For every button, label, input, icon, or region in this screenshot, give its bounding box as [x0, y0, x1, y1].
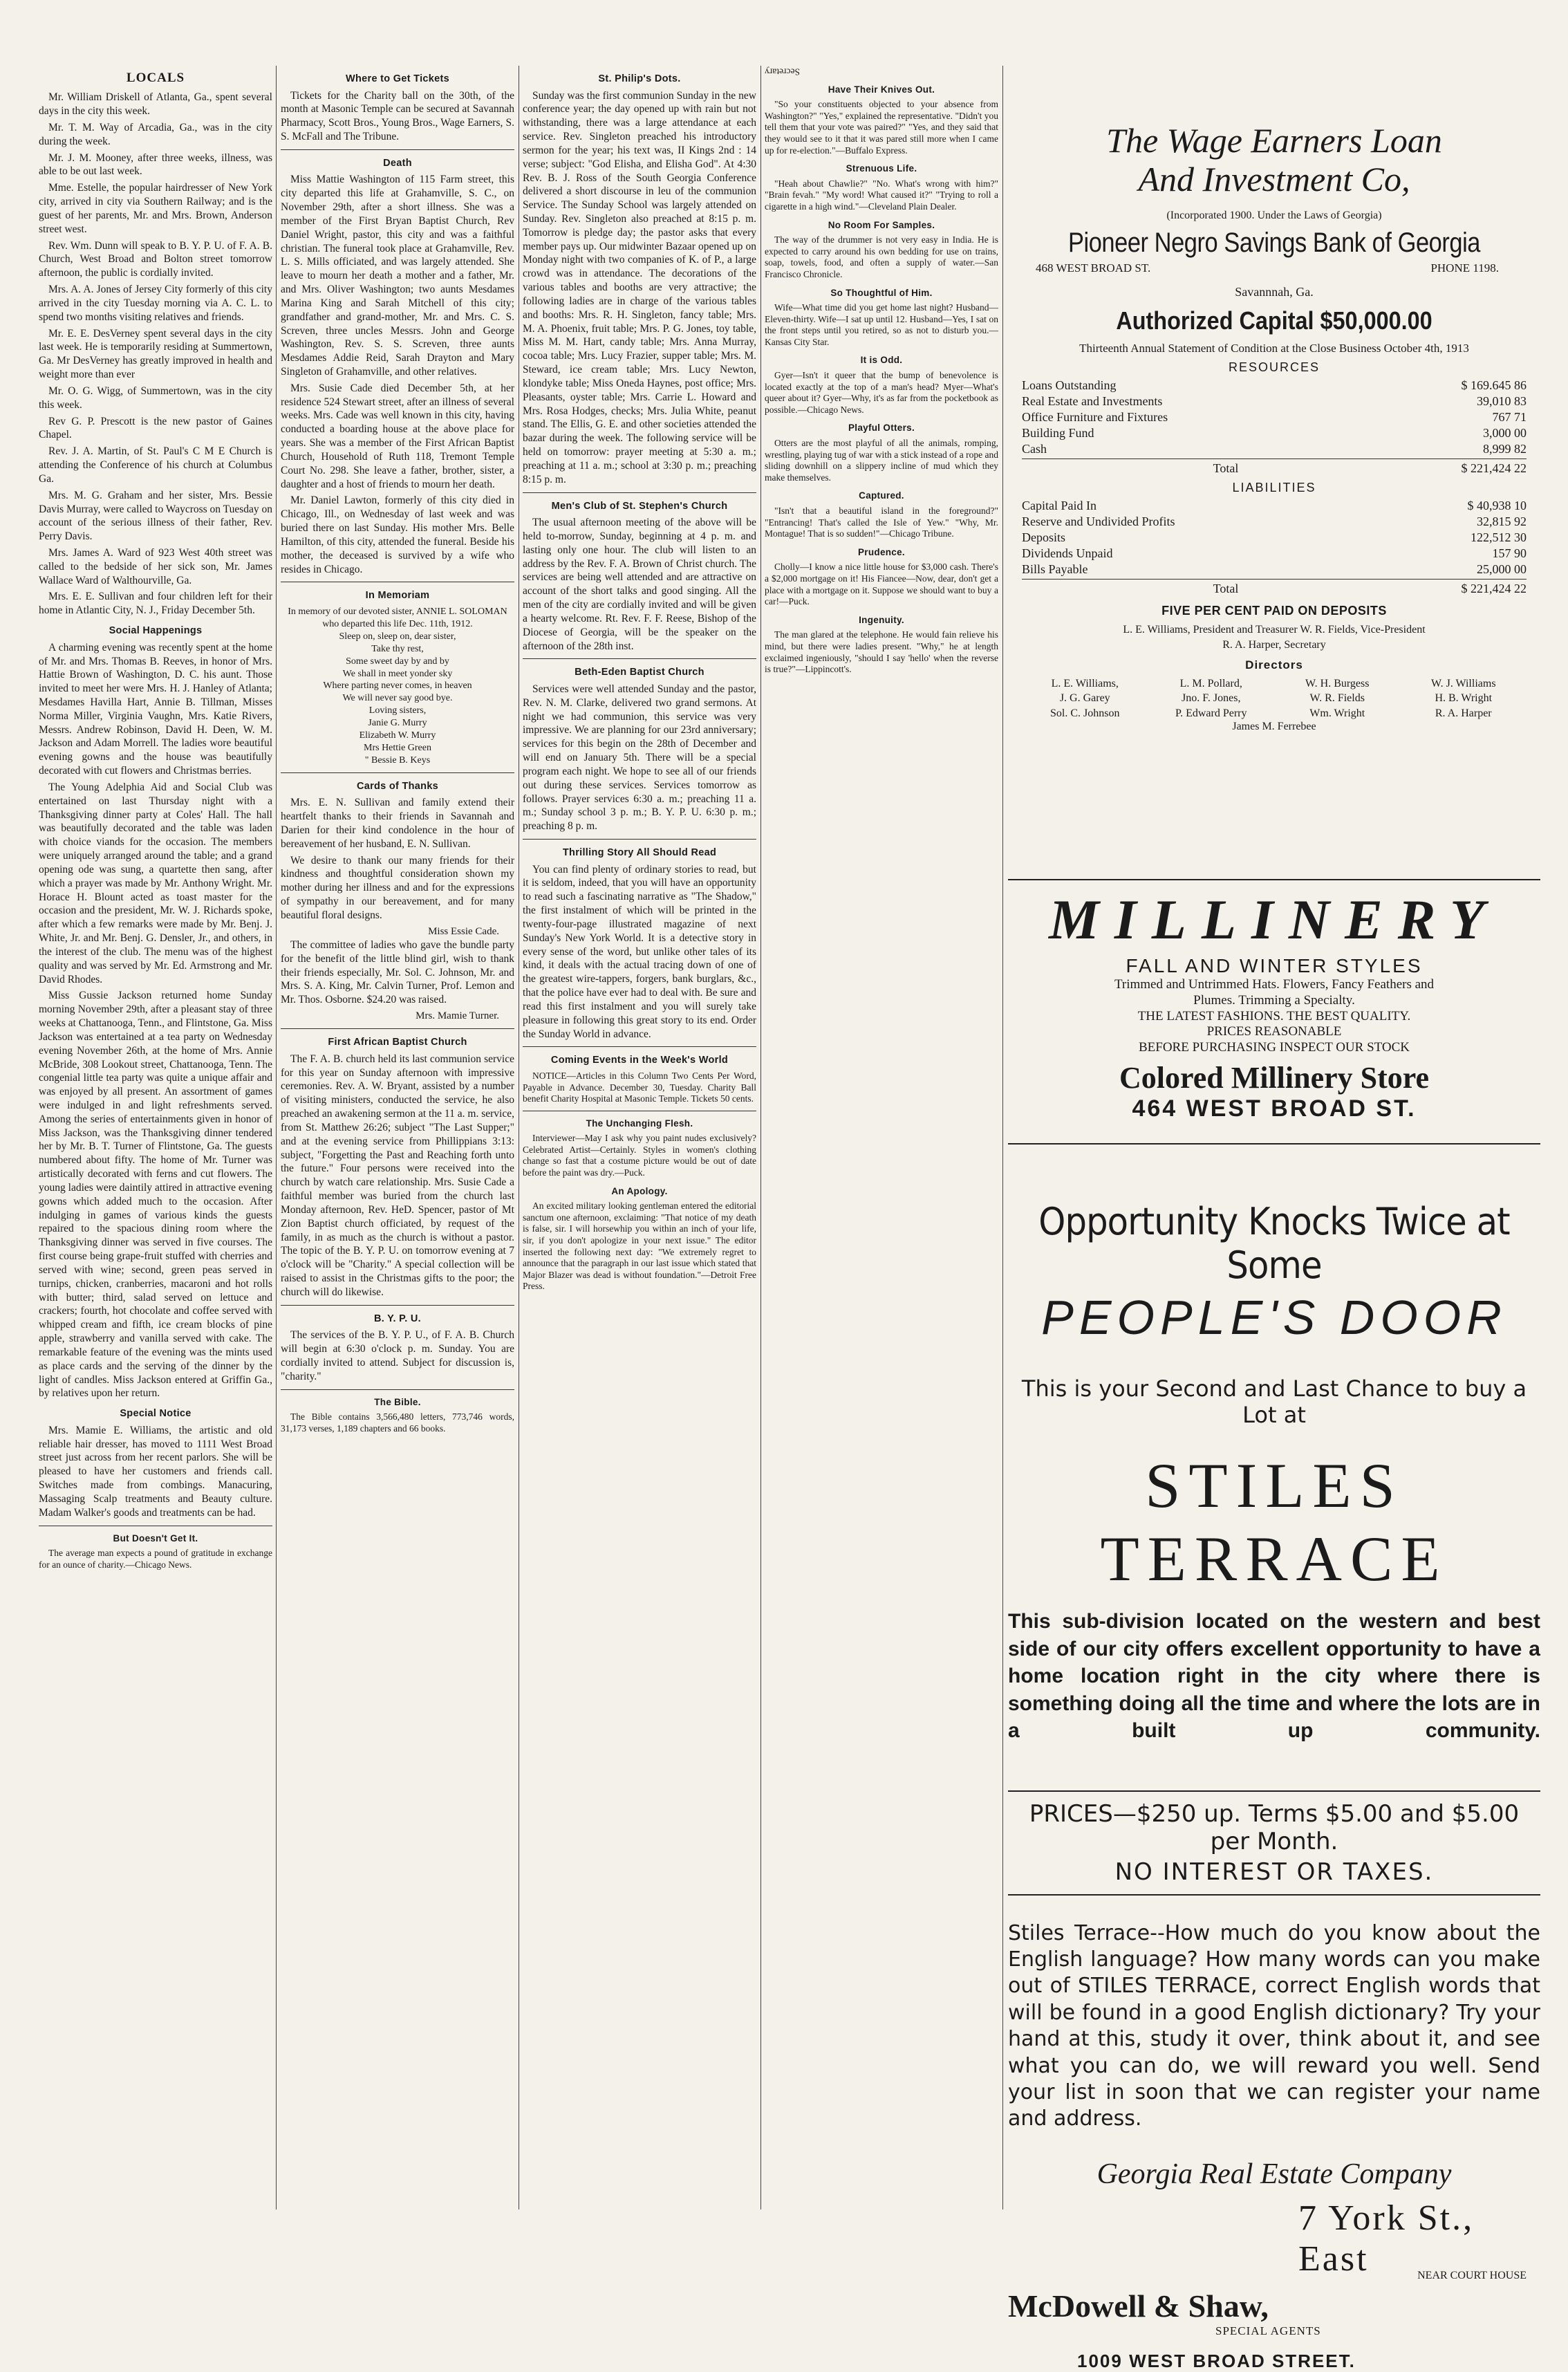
bank-title-line: And Investment Co,: [1138, 160, 1410, 198]
local-item: Mr. E. E. DesVerney spent several days in the city last week. He is temporarily residing at Summertown, Ga. Mr DesVerney has greatly improved in health and weight more than ever: [39, 327, 272, 381]
ledger-amount: 767 71: [1492, 410, 1527, 425]
ledger-total-row: [1022, 579, 1527, 597]
otters-text: Otters are the most playful of all the animals, romping, wrestling, playing tug of war with a stick instead of a rope and sliding downhill on a slippery incline of mud which they make themselves.: [765, 438, 998, 483]
director-name: L. E. Williams,: [1051, 677, 1119, 689]
ledger-total-label: Total: [1213, 582, 1239, 596]
ledger-amount: $ 169.645 86: [1461, 378, 1527, 393]
ledger-row: [1022, 562, 1527, 577]
subdivision-description: This sub-division located on the western and best side of our city offers excellent opportunity to have a home location right in the city where there is something doing all the time and where the lots are in a built up community.: [1008, 1610, 1540, 1743]
millinery-styles: FALL AND WINTER STYLES: [1126, 955, 1423, 976]
column-rule: [760, 66, 761, 2209]
apology-heading: An Apology.: [611, 1185, 668, 1196]
officers-line: R. A. Harper, Secretary: [1222, 639, 1326, 651]
millinery-title: MILLINERY: [1048, 888, 1500, 951]
opportunity-headline: Opportunity Knocks Twice at Some: [1038, 1200, 1510, 1287]
bank-phone: PHONE 1198.: [1430, 261, 1499, 275]
social-paragraph: The Young Adelphia Aid and Social Club was entertained on last Thursday night with a Thanksgiving dinner party at Coles' Hall. The hall was beautifully decorated and the table was laden with choice viands for the occasion. The members were uniquely arranged around the table; and a grand opening ode was sung, a quartette then sang, after which a prayer was made by Mr. Anthony Wright. Mr. Horace H. Blount acted as toast master for the occasion and the president, Mr. W. J. Richards spoke, after which a few remarks were made by Mr. Benj. J. White, Jr. and Mr. Benj. G. Densler, Jr., and others, in the interest of the club. The menu was of the highest quality and was served by Mr. Ed. Armstrong and Mr. David Rhodes.: [39, 781, 272, 985]
ledger-row: [1022, 546, 1527, 562]
odd-text: Gyer—Isn't it queer that the bump of benevolence is located exactly at the top of a man's head? Myer—What's queer about it? Gyer—Why, it's as far from the pocketbook as possible.—Chicago News.: [765, 370, 998, 415]
local-item: Mr. O. G. Wigg, of Summertown, was in the city this week.: [39, 384, 272, 411]
divider: [523, 1046, 756, 1047]
flesh-heading: The Unchanging Flesh.: [586, 1118, 693, 1129]
ingenuity-text: The man glared at the telephone. He would fain relieve his mind, but there were ladies present. "Why," he at length exclaimed ingeniously, "should I say 'hello' when the reverse is true?"—Lippincott's.: [765, 629, 998, 675]
flesh-text: Interviewer—May I ask why you paint nudes exclusively? Celebrated Artist—Certainly. Styles in women's clothing change so fast that a costume picture would be out of date before the paint was dry.—Puck.: [523, 1133, 756, 1178]
knives-heading: Have Their Knives Out.: [828, 84, 935, 95]
liabilities-table: [1022, 498, 1527, 597]
signer: Elizabeth W. Murry: [359, 730, 436, 741]
ledger-amount: 3,000 00: [1483, 426, 1527, 441]
thanks-paragraph: Mrs. E. N. Sullivan and family extend their heartfelt thanks to their friends in Savannah and Darien for their kind condolence in the hour of bereavement of her husband, E. N. Sullivan.: [281, 797, 514, 850]
bank-incorporated: (Incorporated 1900. Under the Laws of Georgia): [1166, 210, 1382, 221]
director-name: H. B. Wright: [1435, 692, 1493, 705]
director-name: W. J. Williams: [1430, 677, 1496, 689]
ledger-row: [1022, 378, 1527, 393]
column-churches: [523, 66, 756, 2213]
company-address: 7 York St., East: [1298, 2198, 1475, 2279]
doesnt-text: The average man expects a pound of gratitude in exchange for an ounce of charity.—Chicago News.: [39, 1548, 272, 1570]
social-paragraph: Miss Gussie Jackson returned home Sunday morning November 29th, after a pleasant stay of three weeks at Chattanooga, Tenn., and Flintstone, Ga. Miss Jackson was entertained at a tea party on Wednesday evening November 26th, at the home of Mrs. Annie McBride, 308 Lookout street, Chattanooga, Tenn. The congenial little tea party was quite a unique affair and was enjoyed by all present. An assortment of games were indulged in and light refreshments served. Among the series of entertainments given in honor of Miss Jackson, was the Thanksgiving dinner tendered her by Mr. B. T. Turner of Flintstone, Ga. The guests numbered about fifty. The home of Mr. Turner was artistically decorated with ferns and cut flowers. The young ladies were daintily attired in attractive evening gowns which added much to the occasion. After indulging in games of various kinds the guests repaired to the spacious dining room where the Thanksgiving dinner was served in five courses. The first course being grape-fruit stuffed with cherries and served with wine; second, green peas served in turnips, chicken, cranberries, macaroni and hot rolls with butter; third, salad served on lettuce and crackers; fourth, hot chocolate and coffee served with whipped cream and fifth, ice cream blocks of pine apple, strawberry and vanilla served with cake. The remarkable feature of the evening was the mints used as place cards and the serving of the dinner by the light of candles. Miss Jackson entered at Griffin Ga., by relatives upon her return.: [39, 990, 272, 1400]
social-heading: Social Happenings: [109, 625, 203, 637]
millinery-advertisement: [1008, 879, 1540, 1145]
agents-label: SPECIAL AGENTS: [1215, 2324, 1321, 2337]
bank-address: 468 WEST BROAD ST.: [1036, 261, 1151, 275]
director-name: W. H. Burgess: [1305, 677, 1370, 689]
doesnt-heading: But Doesn't Get It.: [113, 1532, 198, 1544]
coming-events-text: NOTICE—Articles in this Column Two Cents Per Word, Payable in Advance. December 30, Tuesday. Charity Ball benefit Charity Hospital at Masonic Temple. Tickets 50 cents.: [523, 1070, 756, 1104]
poem-line: We shall in meet yonder sky: [342, 668, 453, 679]
local-item: Rev G. P. Prescott is the new pastor of Gaines Chapel.: [39, 415, 272, 441]
bank-advertisement: [1008, 66, 1540, 862]
social-paragraph: A charming evening was recently spent at the home of Mr. and Mrs. Thomas B. Reeves, in honor of Mrs. Hattie Brown of Washington, D. C. his aunt. Those invited to meet her were Mrs. H. J. Hanley of Atlanta; Mesdames Havilla Hart, Annie B. Tillman, Misses Norma Miller, Virginia Vaughn, Mrs. Katie Rivers, Messrs. Andrew Robinson, David H. Deen, W. M. Jackson and Adam Morrell. The ladies wore beautiful evening gowns and the house was beautifully decorated with cut flowers and Christmas berries.: [39, 641, 272, 777]
masthead-fragment: Secretary: [765, 66, 800, 77]
column-locals: [39, 66, 272, 2213]
local-item: Mr. William Driskell of Atlanta, Ga., spent several days in the city this week.: [39, 91, 272, 118]
director-name: W. R. Fields: [1309, 692, 1365, 705]
divider: [281, 1389, 514, 1390]
tickets-heading: Where to Get Tickets: [346, 73, 449, 84]
poem-line: Where parting never comes, in heaven: [323, 680, 472, 692]
tickets-text: Tickets for the Charity ball on the 30th, of the month at Masonic Temple can be secured at Savannah Pharmacy, Scott Bros., Young Bros., Wage Earners, S. S. McFall and The Tribune.: [281, 89, 514, 143]
agents-address: 1009 WEST BROAD STREET.: [1077, 2350, 1356, 2371]
samples-heading: No Room For Samples.: [828, 219, 935, 230]
thanks-signature: Miss Essie Cade.: [428, 925, 499, 937]
ledger-amount: 32,815 92: [1477, 515, 1527, 529]
local-item: Mrs. E. E. Sullivan and four children left for their home in Atlantic City, N. J., Friday December 5th.: [39, 591, 272, 617]
divider: [523, 839, 756, 840]
bank-subtitle: Pioneer Negro Savings Bank of Georgia: [1067, 228, 1481, 258]
death-paragraph: Mrs. Susie Cade died December 5th, at her residence 524 Stewart street, after an illness of several weeks. Mrs. Cade was well known in this city, having conducted a boarding house at the above place for years. She was a member of the First African Baptist Church, Household of Ruth 118, Tremont Temple Court No. 298. She leave a father, brother, sister, a daughter and a host of friends to mourn her death.: [281, 382, 514, 490]
divider: [281, 149, 514, 150]
directors-heading: Directors: [1245, 658, 1303, 671]
signer: Mrs Hettie Green: [364, 742, 431, 753]
millinery-line: PRICES REASONABLE: [1206, 1024, 1342, 1039]
philip-heading: St. Philip's Dots.: [598, 73, 681, 84]
divider: [281, 1028, 514, 1029]
prices-line: PRICES—$250 up. Terms $5.00 and $5.00 per Month.: [1008, 1790, 1540, 1855]
bank-officers: [1008, 622, 1540, 652]
bible-text: The Bible contains 3,566,480 letters, 773,746 words, 31,173 verses, 1,189 chapters and 66 books.: [281, 1411, 514, 1434]
prudence-text: Cholly—I know a nice little house for $3,000 cash. There's a $2,000 mortgage on it! His Fiancee—Now, dear, don't get a place with a mortgage on it. Suppose we should want to buy a car!—Puck.: [765, 562, 998, 607]
signer: " Bessie B. Keys: [364, 754, 431, 766]
word-contest-text: Stiles Terrace--How much do you know about the English language? How many words can you make out of STILES TERRACE, correct English words that will be found in a good English dictionary? Try your hand at this, study it over, think about it, and see what you can do, we will reward you well. Send your list in soon that we can register your name and address.: [1008, 1920, 1540, 2131]
millinery-line: BEFORE PURCHASING INSPECT OUR STOCK: [1138, 1040, 1410, 1055]
otters-heading: Playful Otters.: [848, 423, 915, 434]
beth-eden-text: Services were well attended Sunday and the pastor, Rev. N. M. Clarke, delivered two grand sermons. At night we had communion, this service was very impressive. We are planning for our 23rd anniversary; services for this begin on the 28th of December and will end on January 5th. There will be a special program each night. We hope to see all of our friends out during these services. Services tomorrow as follows. Prayer services 6:30 a. m.; preaching 11 a. m.; Sunday school 3 p. m.; B. Y. P. U. 6:30 p. m.; preaching 8 p. m.: [523, 683, 756, 833]
ledger-label: Capital Paid In: [1022, 499, 1096, 513]
local-item: Mrs. M. G. Graham and her sister, Mrs. Bessie Davis Murray, were called to Waycross on Tuesday on account of the serious illness of their father, Rev. Perry Davis.: [39, 489, 272, 543]
strenuous-text: "Heah about Chawlie?" "No. What's wrong with him?" "Brain fevah." "My word! What caused it?" "Trying to roll a cigarette in a high wind."—Cleveland Plain Dealer.: [765, 178, 998, 212]
poem-line: Take thy rest,: [371, 643, 424, 654]
samples-text: The way of the drummer is not very easy in India. He is expected to carry around his own bedding for use on trains, soap, towels, food, and often a supply of water.—San Francisco Chronicle.: [765, 234, 998, 279]
local-item: Rev. Wm. Dunn will speak to B. Y. P. U. of F. A. B. Church, West Broad and Bolton street tomorrow afternoon, the public is cordially invited.: [39, 239, 272, 279]
five-percent-notice: FIVE PER CENT PAID ON DEPOSITS: [1161, 604, 1387, 618]
poem-line: Some sweet day by and by: [346, 656, 449, 667]
signer: Janie G. Murry: [368, 718, 427, 729]
agents-name: McDowell & Shaw,: [1008, 2288, 1269, 2324]
ledger-label: Bills Payable: [1022, 562, 1088, 577]
millinery-line: Plumes. Trimming a Specialty.: [1193, 992, 1355, 1008]
mens-club-heading: Men's Club of St. Stephen's Church: [551, 500, 728, 512]
divider: [281, 772, 514, 773]
locals-heading: LOCALS: [126, 71, 185, 85]
ingenuity-heading: Ingenuity.: [859, 614, 904, 625]
beth-eden-heading: Beth-Eden Baptist Church: [575, 667, 704, 678]
notice-heading: Special Notice: [120, 1408, 192, 1420]
fab-heading: First African Baptist Church: [328, 1037, 467, 1048]
director-name: J. G. Garey: [1059, 692, 1110, 705]
ledger-row: [1022, 514, 1527, 530]
thanks-paragraph: The committee of ladies who gave the bundle party for the benefit of the little blind girl, wish to thank their friends especially, Mr. Sol. C. Johnson, Mr. and Mrs. S. A. King, Mr. Calvin Turner, Prof. Lemon and Mr. Thos. Osborne. $24.20 was raised.: [281, 938, 514, 1006]
column-humor: [765, 66, 998, 2213]
fab-text: The F. A. B. church held its last communion service for this year on Sunday afternoon with impressive ceremonies. Rev. A. W. Bryant, assisted by a number of visiting ministers, conducted the service, he also preached an awakening sermon at the 11 a. m. service, from St. Matthew 26:26; subject "The Last Supper;" and at the evening service from Phillippians 3:13: subject, "Forgetting the Past and Reaching forth unto the future." Four persons were received into the church by watch care relationship. Mrs. Susie Cade a faithful member was buried from the church last Monday afternoon, Rev. HeD. Spencer, pastor of Mt Zion Baptist church officiated, by request of the family, in as much as the church is without a pastor. The topic of the B. Y. P. U. on tomorrow evening at 7 o'clock will be "Charity." A special collection will be raised to assist in the Christmas gifts to the poor; the church will do likewise.: [281, 1053, 514, 1298]
second-chance-line: This is your Second and Last Chance to buy a Lot at: [1021, 1375, 1527, 1428]
ledger-total-row: [1022, 458, 1527, 476]
death-paragraph: Miss Mattie Washington of 115 Farm street, this city departed this life at Grahamville, S. C., on November 29th, after a short illness. She was a member of the First Bryan Baptist Church, Rev Daniel Wright, pastor, this city and was a faithful christian. The funeral took place at Grahamville, Rev. L. S. Mills officiated, and was largely attended. She leave to mourn her death a mother and a father, Mr. and Mrs. Oliver Washington; two aunts Mesdames Marina King and Sarah Mitchell of this city; grandfather and grand-mother, Mr. and Mrs. C. S. Screven, three uncles Messrs. John and George Washington, Rev. S. S. Screven, three aunts Mesdames Addie Reid, Sarah Drayton and Mary Singleton of Grahamville, and other relatives.: [281, 174, 514, 378]
near-court-house: NEAR COURT HOUSE: [1417, 2269, 1527, 2281]
local-item: Mr. T. M. Way of Arcadia, Ga., was in the city during the week.: [39, 121, 272, 147]
bank-address-row: [1036, 261, 1499, 275]
director-name: James M. Ferrebee: [1232, 721, 1316, 733]
ledger-label: Reserve and Undivided Profits: [1022, 515, 1175, 529]
ledger-amount: 25,000 00: [1477, 562, 1527, 577]
bypu-heading: B. Y. P. U.: [373, 1313, 422, 1324]
thoughtful-text: Wife—What time did you get home last night? Husband—Eleven-thirty. Wife—I sat up until 12. Husband—Yes, I sat on the front steps until you retired, so as not to disturb you.—Kansas City Star.: [765, 302, 998, 347]
ledger-label: Building Fund: [1022, 426, 1094, 441]
local-item: Rev. J. A. Martin, of St. Paul's C M E Church is attending the Conference of his church at Columbus Ga.: [39, 445, 272, 485]
ledger-label: Office Furniture and Fixtures: [1022, 410, 1168, 425]
ledger-label: Real Estate and Investments: [1022, 394, 1163, 409]
ledger-total-amount: $ 221,424 22: [1461, 582, 1527, 596]
director-name: R. A. Harper: [1435, 707, 1492, 719]
director-name: Sol. C. Johnson: [1050, 707, 1120, 719]
death-paragraph: Mr. Daniel Lawton, formerly of this city died in Chicago, Ill., on Wednesday of last week and was buried there on last Sunday. His mother Mrs. Belle Hamilton, of this city, attended the funeral. Beside his mother, the deceased is survived by a wife who resides in Chicago.: [281, 494, 514, 575]
locals-list: [39, 91, 272, 618]
liabilities-heading: LIABILITIES: [1232, 481, 1316, 495]
bible-heading: The Bible.: [374, 1396, 421, 1407]
local-item: Mrs. James A. Ward of 923 West 40th street was called to the bedside of her sick son, Mr. James Wallace Ward of Walthourville, Ga.: [39, 546, 272, 586]
millinery-address: 464 WEST BROAD ST.: [1132, 1095, 1417, 1122]
ledger-row: [1022, 441, 1527, 457]
memoriam-signers: [281, 705, 514, 767]
philip-text: Sunday was the first communion Sunday in the new conference year; the day opened up with rain but not withstanding, there was a large attendance at each service. Rev. Singleton preached his introductory sermon for the year; his text was, II Kings 2nd : 14 verse; subject: "God Elisha, and Elisha God". At 4:30 Rev. B. J. Ross of the South Georgia Conference delivered a short discourse in leu of the communion Service. The Sunday School was largely attended on Sunday. Rev. Singleton also preached at 8:15 p. m. Tomorrow is pledge day; the pastor asks that every member pays up. Our midwinter Bazaar opened up on Monday night with two companies of K. of P., a large crowd was in attendance. The decorations of the various tables and booths are very attractive; the following ladies are in charge of the various tables and booths: Mrs. R. H. Singleton, fancy table; Mrs. M. A. Phoenix, fruit table; Mrs. P. G. Jones, toy table, Miss M. M. Hart, candy table; Mrs. Anna Murray, cocoa table; Mrs. Lucy Frazier, supper table; Mrs. M. Steward, ice cream table; Mrs. Lucy Newton, klondyke table; Miss Oneda Haynes, post office; Mrs. Pleasants, oyster table; Mrs. Carrie L. Howard and Mrs. Rosa Hodges, checks; Mrs. Julia White, peanut stand. The Ellis, G. E. and other societies attended the bazar during the week. The following service will be held on tomorrow: prayer meeting at 5:30 a. m.; preaching at 11 a. m.; school at 3:30 p. m.; preaching 8:15 p. m.: [523, 89, 756, 485]
stiles-terrace-advertisement: [1008, 1151, 1540, 2371]
thanks-heading: Cards of Thanks: [356, 780, 439, 792]
thanks-paragraph: We desire to thank our many friends for their kindness and thoughtful consideration shown my mother during her illness and and for the expressions of sympathy in our bereavement, and for many beautiful floral designs.: [281, 854, 514, 921]
millinery-line: Trimmed and Untrimmed Hats. Flowers, Fancy Feathers and: [1114, 977, 1435, 992]
bypu-text: The services of the B. Y. P. U., of F. A. B. Church will begin at 6:30 o'clock p. m. Sunday. You are cordially invited to attend. Subject for discussion is, "charity.": [281, 1329, 514, 1382]
odd-heading: It is Odd.: [860, 355, 903, 366]
ledger-row: [1022, 530, 1527, 546]
local-item: Mrs. A. A. Jones of Jersey City formerly of this city arrived in the city Tuesday morning via A. C. L. to spend two months visiting relatives and friends.: [39, 284, 272, 323]
signer: Loving sisters,: [368, 705, 427, 716]
memoriam-heading: In Memoriam: [365, 590, 430, 602]
knives-text: "So your constituents objected to your absence from Washington?" "Yes," explained the representative. "Didn't you tell them that your vote was paired?" "Yes, and they said that they would see to it that it was pared still more when I came up for re-election."—Buffalo Express.: [765, 99, 998, 156]
column-rule: [1002, 66, 1003, 2209]
ledger-row: [1022, 393, 1527, 409]
company-name: Georgia Real Estate Company: [1096, 2158, 1452, 2190]
officers-line: L. E. Williams, President and Treasurer W. R. Fields, Vice-President: [1123, 624, 1426, 636]
millinery-line: THE LATEST FASHIONS. THE BEST QUALITY.: [1137, 1008, 1411, 1023]
no-interest-line: NO INTEREST OR TAXES.: [1008, 1858, 1540, 1896]
resources-table: [1022, 378, 1527, 476]
bank-title-line: The Wage Earners Loan: [1106, 121, 1442, 160]
ledger-row: [1022, 425, 1527, 441]
local-item: Mme. Estelle, the popular hairdresser of New York city, arrived in city via Southern Railway; and is the guest of her parents, Mr. and Mrs. Brown, Anderson street west.: [39, 182, 272, 235]
resources-heading: RESOURCES: [1228, 360, 1320, 375]
ledger-amount: 39,010 83: [1477, 394, 1527, 409]
ledger-amount: $ 40,938 10: [1467, 499, 1527, 513]
ledger-label: Deposits: [1022, 530, 1065, 545]
bank-capital: Authorized Capital $50,000.00: [1116, 306, 1432, 335]
director-name: Jno. F. Jones,: [1182, 692, 1241, 705]
director-name: L. M. Pollard,: [1179, 677, 1242, 689]
ledger-label: Loans Outstanding: [1022, 378, 1117, 393]
poem-line: We will never say good bye.: [342, 693, 453, 704]
director-name: Wm. Wright: [1309, 707, 1365, 719]
peoples-door: PEOPLE'S DOOR: [1041, 1290, 1507, 1344]
ledger-label: Dividends Unpaid: [1022, 546, 1113, 561]
ledger-total-label: Total: [1213, 461, 1239, 476]
coming-events-heading: Coming Events in the Week's World: [550, 1055, 729, 1066]
captured-text: "Isn't that a beautiful island in the foreground?" "Entrancing! That's called the Isle of Yew." "Why, Mr. Montague! That is so sudden!"—Chicago Tribune.: [765, 506, 998, 539]
bank-statement: Thirteenth Annual Statement of Condition at the Close Business October 4th, 1913: [1079, 342, 1469, 355]
ledger-row: [1022, 409, 1527, 425]
directors-grid: [1022, 676, 1527, 721]
mens-club-text: The usual afternoon meeting of the above will be held to-morrow, Sunday, beginning at 4 p. m. and lasting only one hour. The club will listen to an address by the Rev. F. A. Brown of Christ church. The services are being well attended and are attractive on account of the short talks and good singing. All the men of the city are cordially invited and will be given a hearty welcome. Rt. Rev. F. F. Reese, Bishop of the Diocese of Georgia, will be the speaker on the afternoon of the 28th inst.: [523, 517, 756, 652]
divider: [523, 658, 756, 659]
ledger-row: [1022, 498, 1527, 514]
thrilling-heading: Thrilling Story All Should Read: [562, 847, 717, 859]
thanks-signature: Mrs. Mamie Turner.: [416, 1010, 499, 1022]
divider: [523, 492, 756, 493]
director-name: P. Edward Perry: [1175, 707, 1247, 719]
ledger-amount: 8,999 82: [1483, 442, 1527, 456]
memoriam-poem: [281, 631, 514, 705]
death-heading: Death: [383, 157, 412, 169]
thrilling-text: You can find plenty of ordinary stories to read, but it is seldom, indeed, that you will have an opportunity to read such a fascinating narrative as "The Shadow," the first instalment of which will be printed in the twenty-four-page illustrated magazine of next Sunday's New York World. It is a detective story in every sense of the word, but unlike other tales of its kind, it deals with the actual tracing down of one of the greatest wire-tappers, forgers, bank burglars, &c., that the police have ever had to deal with. Be sure and read this first instalment and you will surely take pleasure in following this great story to its end. Order the Sunday World in advance.: [523, 863, 756, 1040]
strenuous-heading: Strenuous Life.: [846, 163, 917, 174]
ledger-amount: 157 90: [1492, 546, 1527, 561]
apology-text: An excited military looking gentleman entered the editorial sanctum one afternoon, exclaiming: "That notice of my death is false, sir. I will horsewhip you within an inch of your life, sir, if you don't apologize in your next issue." The editor inserted the following next day: "We extremely regret to announce that the paragraph in our last issue which stated that Major Blazer was dead is without foundation."—Detroit Free Press.: [523, 1201, 756, 1292]
ledger-total-amount: $ 221,424 22: [1461, 461, 1527, 476]
ledger-amount: 122,512 30: [1471, 530, 1527, 545]
captured-heading: Captured.: [859, 490, 904, 501]
memoriam-intro: In memory of our devoted sister, ANNIE L. SOLOMAN who departed this life Dec. 11th, 1912.: [288, 606, 507, 629]
prudence-heading: Prudence.: [858, 546, 905, 557]
column-notices: [281, 66, 514, 2213]
bank-city: Savannnah, Ga.: [1235, 285, 1314, 299]
stiles-terrace-title: STILES TERRACE: [1100, 1450, 1448, 1594]
divider: [281, 1305, 514, 1306]
column-rule: [276, 66, 277, 2209]
thoughtful-heading: So Thoughtful of Him.: [830, 287, 933, 298]
notice-text: Mrs. Mamie E. Williams, the artistic and old reliable hair dresser, has moved to 1111 West Broad street just across from her recent parlors. She will be pleased to have her customers and friends call. Switches made from combings. Manacuring, Massaging Scalp treatments and Beauty culture. Madam Walker's goods and treatments can be had.: [39, 1424, 272, 1519]
local-item: Mr. J. M. Mooney, after three weeks, illness, was able to be out last week.: [39, 151, 272, 178]
ledger-label: Cash: [1022, 442, 1047, 456]
poem-line: Sleep on, sleep on, dear sister,: [339, 631, 456, 642]
millinery-store-name: Colored Millinery Store: [1119, 1060, 1430, 1095]
advertisements: [1008, 66, 1540, 2371]
bank-title: [1008, 121, 1540, 198]
